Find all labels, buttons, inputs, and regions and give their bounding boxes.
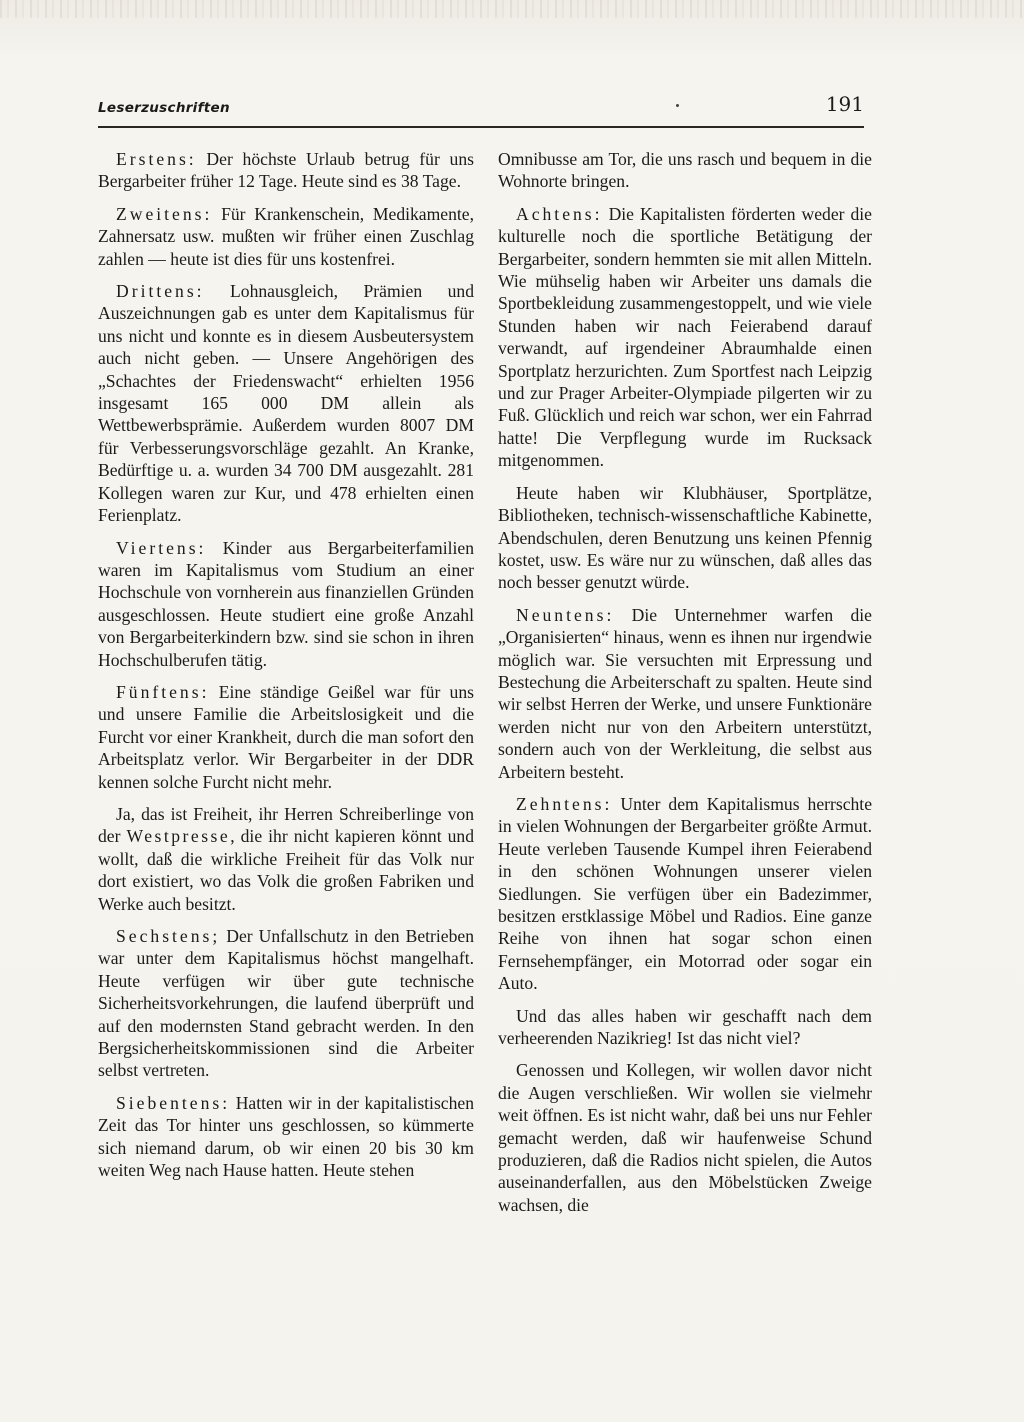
- paragraph-text: Der höchste Urlaub betrug für uns Bergarbeiter früher 12 Tage. Heute sind es 38 Tage.: [98, 149, 474, 192]
- paragraph-lead: Fünftens:: [116, 681, 210, 702]
- scan-edge-noise: [0, 0, 1024, 18]
- spaced-emphasis: Westpresse: [126, 826, 231, 847]
- paragraph-lead: Zweitens:: [116, 203, 213, 224]
- left-column: [98, 148, 474, 1191]
- paragraph-text: Für Krankenschein, Medikamente, Zahnersatz usw. mußten wir früher einen Zuschlag zahlen — heute ist dies für uns kostenfrei.: [98, 203, 474, 269]
- paragraph-text: Und das alles haben wir geschafft nach dem verheerenden Nazikrieg! Ist das nicht viel?: [498, 1005, 872, 1049]
- speck-mark: [676, 104, 679, 107]
- page-number: 191: [825, 92, 864, 116]
- paragraph-siebentens: [98, 1092, 474, 1182]
- paragraph-neuntens: [498, 604, 872, 783]
- paragraph-lead: Sechstens;: [116, 926, 221, 946]
- paragraph-text: Kinder aus Bergarbeiterfamilien waren im Kapitalismus vom Studium an einer Hochschule von vornherein aus finanziellen Gründen ausgeschlossen. Heute studiert eine große Anzahl von Bergarbeiterkindern bzw. sind sie schon in ihren Hochschulberufen tätig.: [98, 537, 474, 670]
- paragraph-lead: Siebentens:: [116, 1092, 231, 1113]
- paragraph-text: Eine ständige Geißel war für uns und unsere Familie die Arbeitslosigkeit und die Furcht vor einer Krankheit, durch die man sofort den Arbeitsplatz verlor. Wir Bergarbeiter in der DDR kennen solche Furcht nicht mehr.: [98, 681, 474, 792]
- paragraph-fuenftens: [98, 681, 474, 793]
- paragraph-zehntens: [498, 793, 872, 995]
- paragraph-nazikrieg: [498, 1005, 872, 1050]
- paragraph-lead: Erstens:: [116, 149, 197, 169]
- paragraph-text: Lohnausgleich, Prämien und Auszeichnungen gab es unter dem Kapitalismus für uns nicht und konnte es in diesem Ausbeutersystem auch nicht geben. — Unsere Angehörigen des „Schachtes der Friedenswacht“ erhielten 1956 insgesamt 165 000 DM allein als Wettbewerbsprämie. Außerdem wurden 8007 DM für Verbesserungsvorschläge gezahlt. An Kranke, Bedürftige u. a. wurden 34 700 DM ausgezahlt. 281 Kollegen waren zur Kur, und 478 erhielten einen Ferienplatz.: [98, 281, 474, 526]
- paragraph-erstens: [98, 148, 474, 193]
- paragraph-text: Genossen und Kollegen, wir wollen davor nicht die Augen verschließen. Wir wollen sie vielmehr weit öffnen. Es ist nicht wahr, daß bei uns nur Fehler gemacht werden, daß wir haufenweise Schund produzieren, daß die Radios nicht spielen, die Autos auseinanderfallen, aus den Möbelstücken Zweige wachsen, die: [498, 1060, 872, 1215]
- paragraph-sechstens: [98, 925, 474, 1082]
- paragraph-text: Omnibusse am Tor, die uns rasch und bequem in die Wohnorte bringen.: [498, 149, 872, 192]
- paragraph-lead: Zehntens:: [516, 793, 613, 814]
- paragraph-lead: Drittens:: [116, 281, 205, 302]
- paragraph-drittens: [98, 280, 474, 526]
- paragraph-text-start: Ja, das ist Freiheit, ihr Herren Schreiberlinge von der: [98, 803, 474, 847]
- paragraph-lead: Achtens:: [516, 203, 603, 224]
- paragraph-freiheit: [98, 803, 474, 915]
- paragraph-klubhaeuser: [498, 482, 872, 594]
- paragraph-text: Die Unternehmer warfen die „Organisierten“ hinaus, wenn es ihnen nur irgendwie möglich war. Sie versuchten mit Erpressung und Bestechung die Arbeiterschaft zu spalten. Heute sind wir selbst Herren der Werke, und unsere Funktionäre werden nicht nur von den Arbeitern unterstützt, sondern auch von der Werkleitung, die selbst aus Arbeitern besteht.: [498, 604, 872, 782]
- running-head: Leserzuschriften: [98, 100, 230, 116]
- right-column: [498, 148, 872, 1226]
- paragraph-text: Die Kapitalisten förderten weder die kulturelle noch die sportliche Betätigung der Bergarbeiter, sondern hemmten sie mit allen Mitteln. Wie mühselig haben wir Arbeiter uns damals die Sportbekleidung zusammengestoppelt, und wie viele Stunden haben wir nach Feierabend darauf verwandt, auf irgendeiner Abraumhalde einen Sportplatz herzurichten. Zum Sportfest nach Leipzig und zur Prager Arbeiter-Olympiade pilgerten wir zu Fuß. Glücklich und reich war schon, wer ein Fahrrad hatte! Die Verpflegung wurde im Rucksack mitgenommen.: [498, 203, 872, 471]
- paragraph-viertens: [98, 537, 474, 671]
- paragraph-achtens: [498, 203, 872, 472]
- paragraph-text: Unter dem Kapitalismus herrschte in vielen Wohnungen der Bergarbeiter größte Armut. Heute verleben Tausende Kumpel ihren Feierabend in den schönen Wohnungen unserer vielen Siedlungen. Sie verfügen über ein Badezimmer, besitzen erstklassige Möbel und Radios. Eine ganze Reihe von ihnen hat sogar schon einen Fernsehempfänger, ein Motorrad oder sogar ein Auto.: [498, 793, 872, 994]
- paragraph-lead: Neuntens:: [516, 604, 615, 625]
- paragraph-text: Der Unfallschutz in den Betrieben war unter dem Kapitalismus höchst mangelhaft. Heute verfügen wir über gute technische Sicherheitsvorkehrungen, die laufend überprüft und auf den modernsten Stand gebracht werden. In den Bergsicherheitskommissionen sind die Arbeiter selbst vertreten.: [98, 926, 474, 1081]
- paragraph-genossen: [498, 1059, 872, 1216]
- paragraph-text: , die ihr nicht kapieren könnt und wollt, daß die wirkliche Freiheit für das Volk nur dort existiert, wo das Volk die großen Fabriken und Werke auch besitzt.: [98, 826, 474, 914]
- paragraph-text: Heute haben wir Klubhäuser, Sportplätze, Bibliotheken, technisch-wissenschaftliche Kabinette, Abendschulen, deren Benutzung uns keinen Pfennig kostet, usw. Es wäre nur zu wünschen, daß alles das noch besser genutzt würde.: [498, 482, 872, 593]
- paragraph-zweitens: [98, 203, 474, 270]
- paragraph-lead: Viertens:: [116, 537, 207, 558]
- page-header: [98, 92, 864, 128]
- paragraph-continuation: [498, 148, 872, 193]
- paragraph-text: Hatten wir in der kapitalistischen Zeit das Tor hinter uns geschlossen, so kümmerte sich niemand darum, ob wir einen 20 bis 30 km weiten Weg nach Hause hatten. Heute stehen: [98, 1092, 474, 1181]
